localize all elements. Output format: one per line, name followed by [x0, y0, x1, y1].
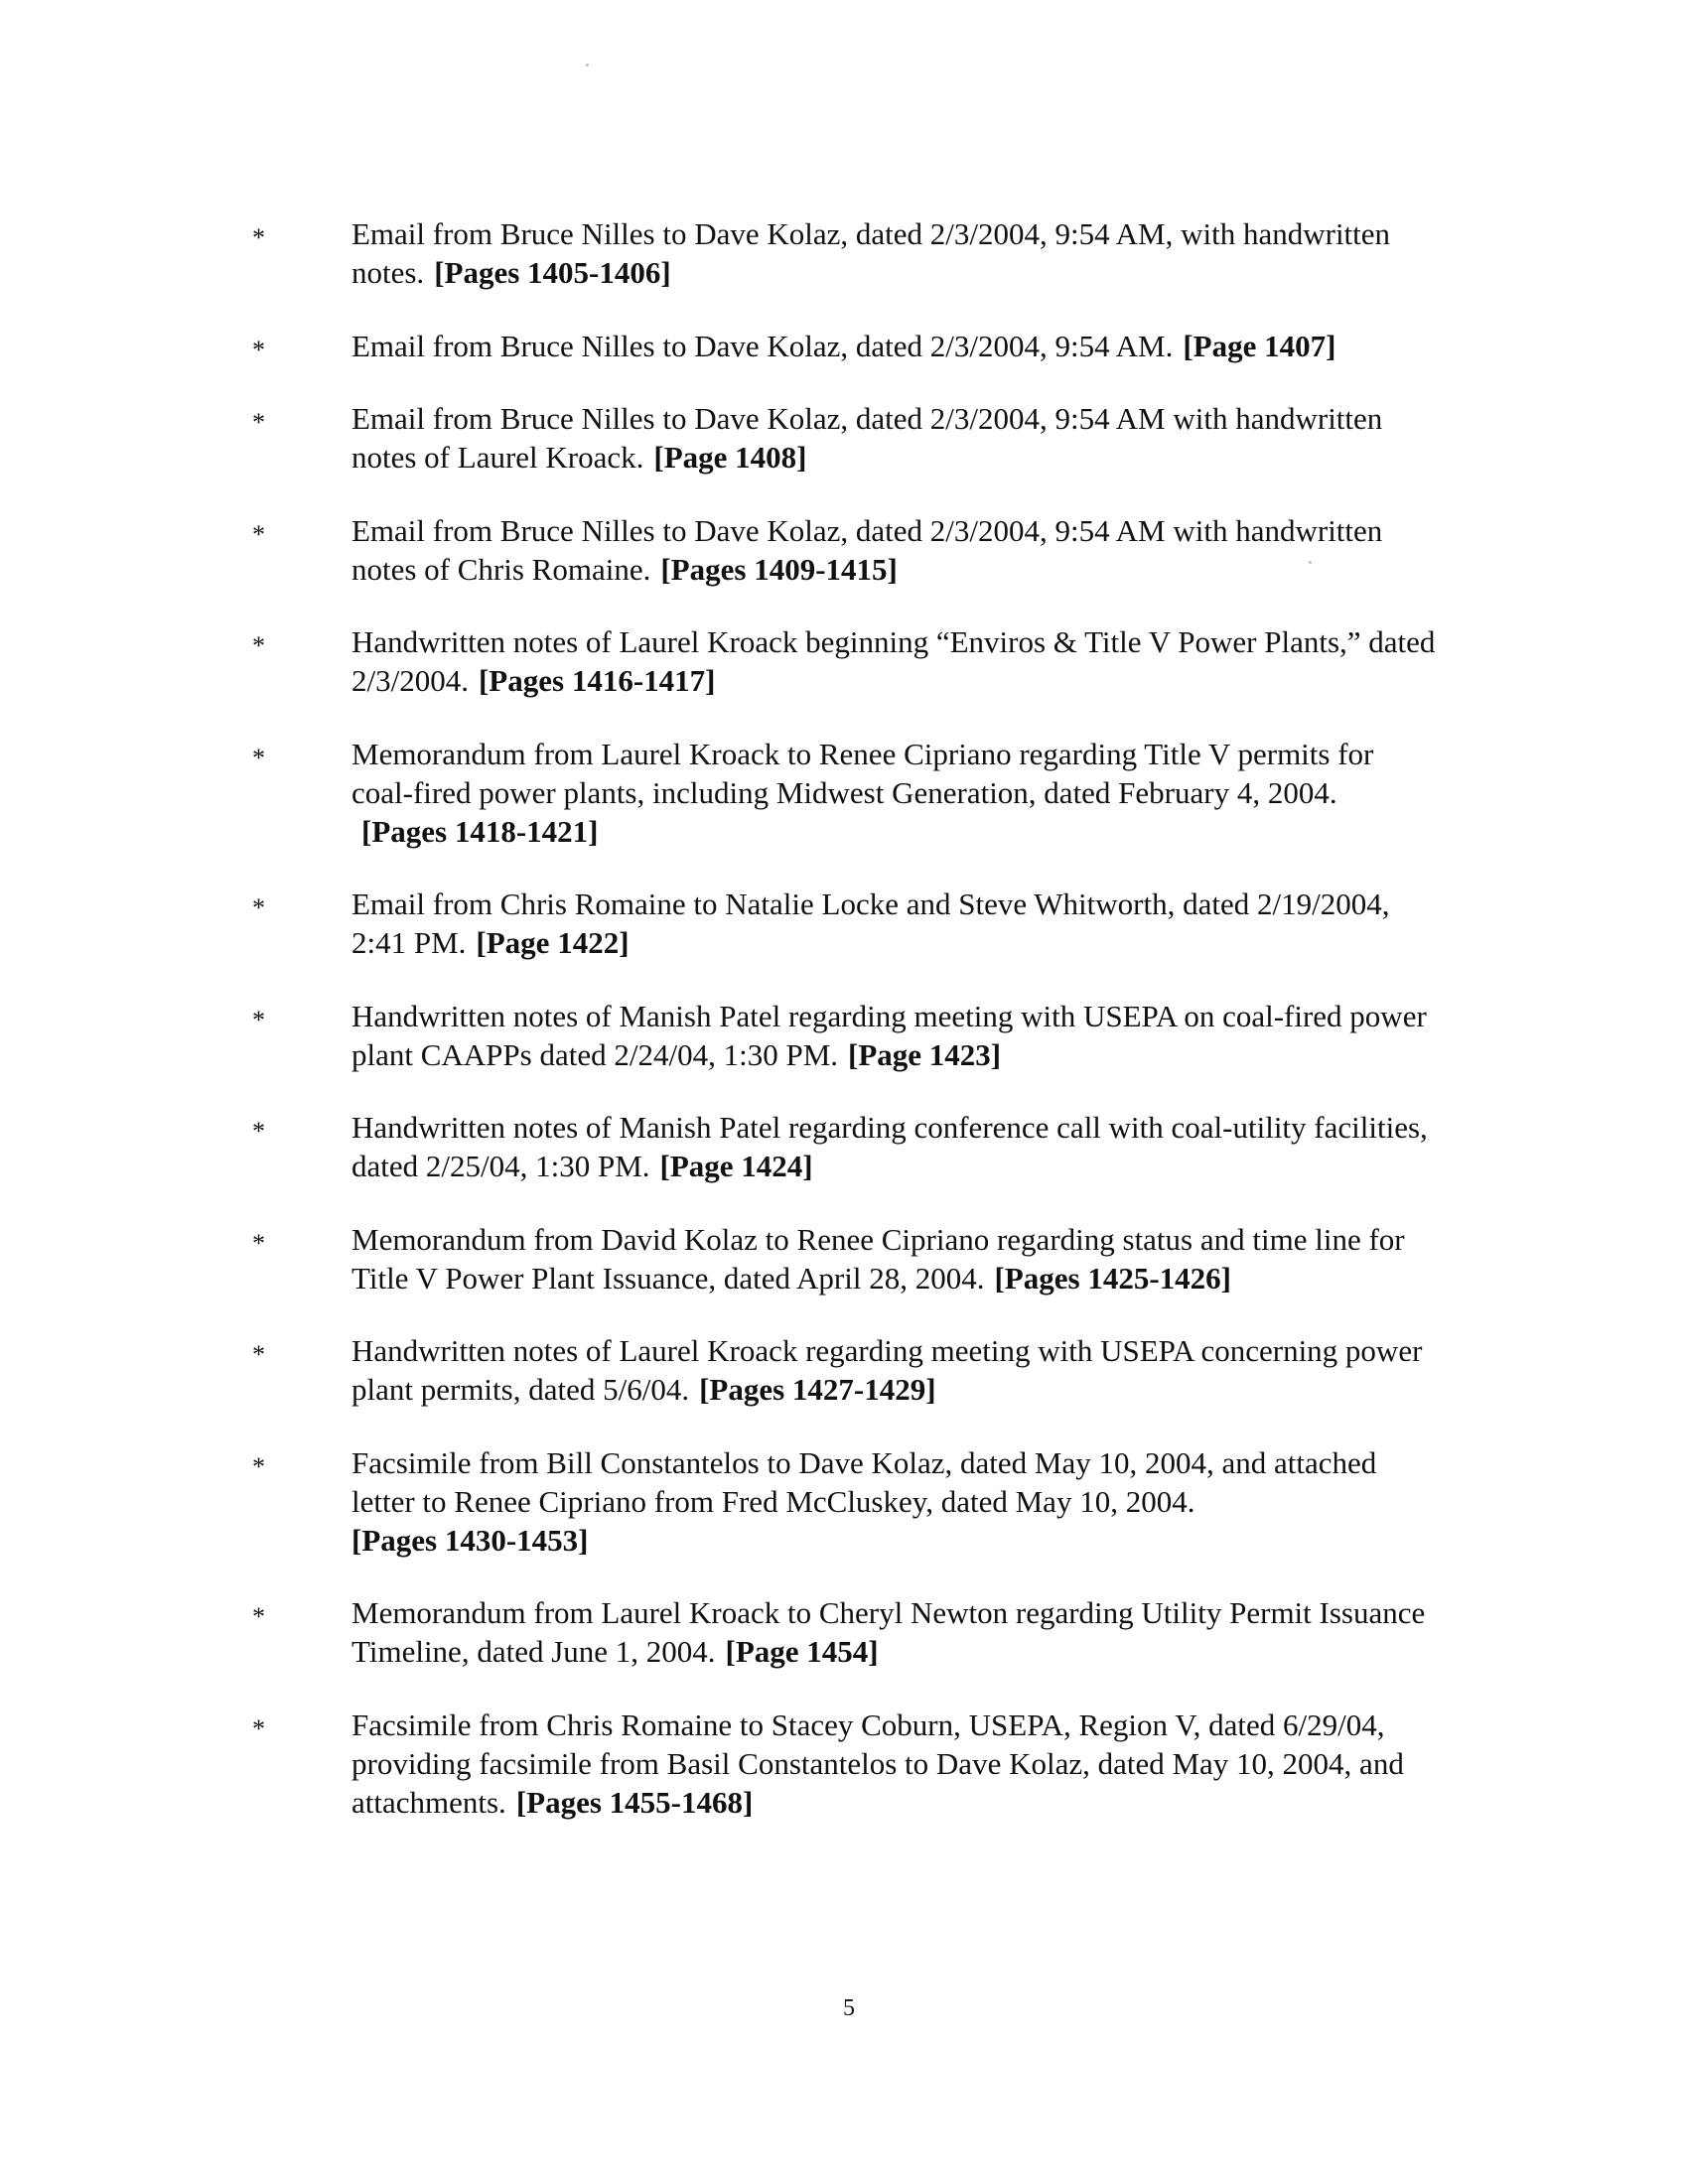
entry-description: Email from Chris Romaine to Natalie Locke and Steve Whitworth, dated 2/19/2004, 2:41 PM. — [351, 887, 1390, 960]
bullet-asterisk: * — [252, 519, 265, 549]
entry-description: Facsimile from Chris Romaine to Stacey Coburn, USEPA, Region V, dated 6/29/04, providing facsimile from Basil Constantelos to Dave Kolaz, dated May 10, 2004, and attachments. — [351, 1706, 1404, 1820]
page-reference: [Page 1423] — [848, 1036, 1002, 1072]
entry-description: Memorandum from Laurel Kroack to Cheryl Newton regarding Utility Permit Issuance Timeline, dated June 1, 2004. — [351, 1595, 1426, 1669]
list-item — [248, 511, 1440, 589]
list-item — [248, 997, 1440, 1074]
bullet-asterisk: * — [252, 743, 265, 772]
entry-description: Handwritten notes of Manish Patel regarding conference call with coal-utility facilities, dated 2/25/04, 1:30 PM. — [351, 1110, 1428, 1183]
bullet-asterisk: * — [252, 1713, 265, 1743]
entry-description: Handwritten notes of Laurel Kroack regarding meeting with USEPA concerning power plant permits, dated 5/6/04. — [351, 1333, 1423, 1407]
entry-text — [351, 735, 1440, 851]
list-item — [248, 735, 1440, 851]
entry-text — [351, 399, 1440, 477]
entry-description: Email from Bruce Nilles to Dave Kolaz, dated 2/3/2004, 9:54 AM. — [351, 328, 1174, 363]
list-item — [248, 1706, 1440, 1822]
list-item — [248, 1220, 1440, 1297]
bullet-asterisk: * — [252, 1228, 265, 1258]
entry-text — [351, 1443, 1440, 1560]
entry-description: Email from Bruce Nilles to Dave Kolaz, dated 2/3/2004, 9:54 AM, with handwritten notes. — [351, 216, 1391, 290]
bullet-asterisk: * — [252, 1005, 265, 1034]
entry-description: Handwritten notes of Laurel Kroack beginning “Enviros & Title V Power Plants,” dated 2/3/2004. — [351, 624, 1436, 698]
entry-text — [351, 327, 1440, 365]
entry-text — [351, 997, 1440, 1074]
page-reference: [Page 1422] — [476, 925, 630, 960]
list-item — [248, 1108, 1440, 1185]
page-reference: [Page 1454] — [725, 1634, 879, 1669]
document-list — [248, 214, 1440, 1822]
entry-description: Email from Bruce Nilles to Dave Kolaz, dated 2/3/2004, 9:54 AM with handwritten notes of Chris Romaine. — [351, 512, 1383, 587]
entry-text — [351, 1108, 1440, 1185]
list-item — [248, 1331, 1440, 1409]
list-item — [248, 1443, 1440, 1560]
page-reference: [Page 1408] — [653, 440, 807, 475]
page-reference: [Pages 1405-1406] — [434, 255, 671, 290]
entry-description: Facsimile from Bill Constantelos to Dave Kolaz, dated May 10, 2004, and attached letter to Renee Cipriano from Fred McCluskey, dated May 10, 2004. — [351, 1444, 1377, 1519]
page-reference: [Page 1424] — [659, 1149, 813, 1183]
list-item — [248, 214, 1440, 292]
bullet-asterisk: * — [252, 408, 265, 437]
bullet-asterisk: * — [252, 631, 265, 660]
entry-description: Memorandum from Laurel Kroack to Renee Cipriano regarding Title V permits for coal-fired power plants, including Midwest Generation, dated February 4, 2004. — [351, 736, 1374, 810]
bullet-asterisk: * — [252, 1451, 265, 1481]
entry-text — [351, 1593, 1440, 1671]
scan-speck — [586, 64, 589, 67]
bullet-asterisk: * — [252, 1117, 265, 1146]
bullet-asterisk: * — [252, 893, 265, 922]
list-item — [248, 1593, 1440, 1671]
entry-description: Handwritten notes of Manish Patel regarding meeting with USEPA on coal-fired power plant CAAPPs dated 2/24/04, 1:30 PM. — [351, 998, 1427, 1072]
entry-text — [351, 885, 1440, 962]
page-reference: [Page 1407] — [1183, 328, 1336, 363]
page-reference: [Pages 1425-1426] — [994, 1260, 1231, 1296]
page-number: 5 — [843, 1995, 855, 2021]
list-item — [248, 885, 1440, 962]
bullet-asterisk: * — [252, 223, 265, 252]
page-reference: [Pages 1427-1429] — [699, 1372, 936, 1407]
entry-text — [351, 1220, 1440, 1297]
page-reference: [Pages 1430-1453] — [351, 1522, 589, 1558]
entry-description: Email from Bruce Nilles to Dave Kolaz, dated 2/3/2004, 9:54 AM with handwritten notes of Laurel Kroack. — [351, 401, 1383, 475]
page-reference: [Pages 1418-1421] — [361, 813, 599, 849]
page-reference: [Pages 1455-1468] — [515, 1784, 754, 1820]
entry-text — [351, 214, 1440, 292]
entry-text — [351, 1331, 1440, 1409]
bullet-asterisk: * — [252, 1602, 265, 1631]
list-item — [248, 622, 1440, 700]
list-item — [248, 399, 1440, 477]
entry-text — [351, 511, 1440, 589]
page-reference: [Pages 1409-1415] — [660, 551, 898, 587]
entry-description: Memorandum from David Kolaz to Renee Cipriano regarding status and time line for Title V Power Plant Issuance, dated April 28, 2004. — [351, 1221, 1405, 1296]
page-reference: [Pages 1416-1417] — [478, 663, 716, 698]
entry-text — [351, 1706, 1440, 1822]
bullet-asterisk: * — [252, 1340, 265, 1369]
bullet-asterisk: * — [252, 335, 265, 364]
list-item — [248, 327, 1440, 365]
entry-text — [351, 622, 1440, 700]
